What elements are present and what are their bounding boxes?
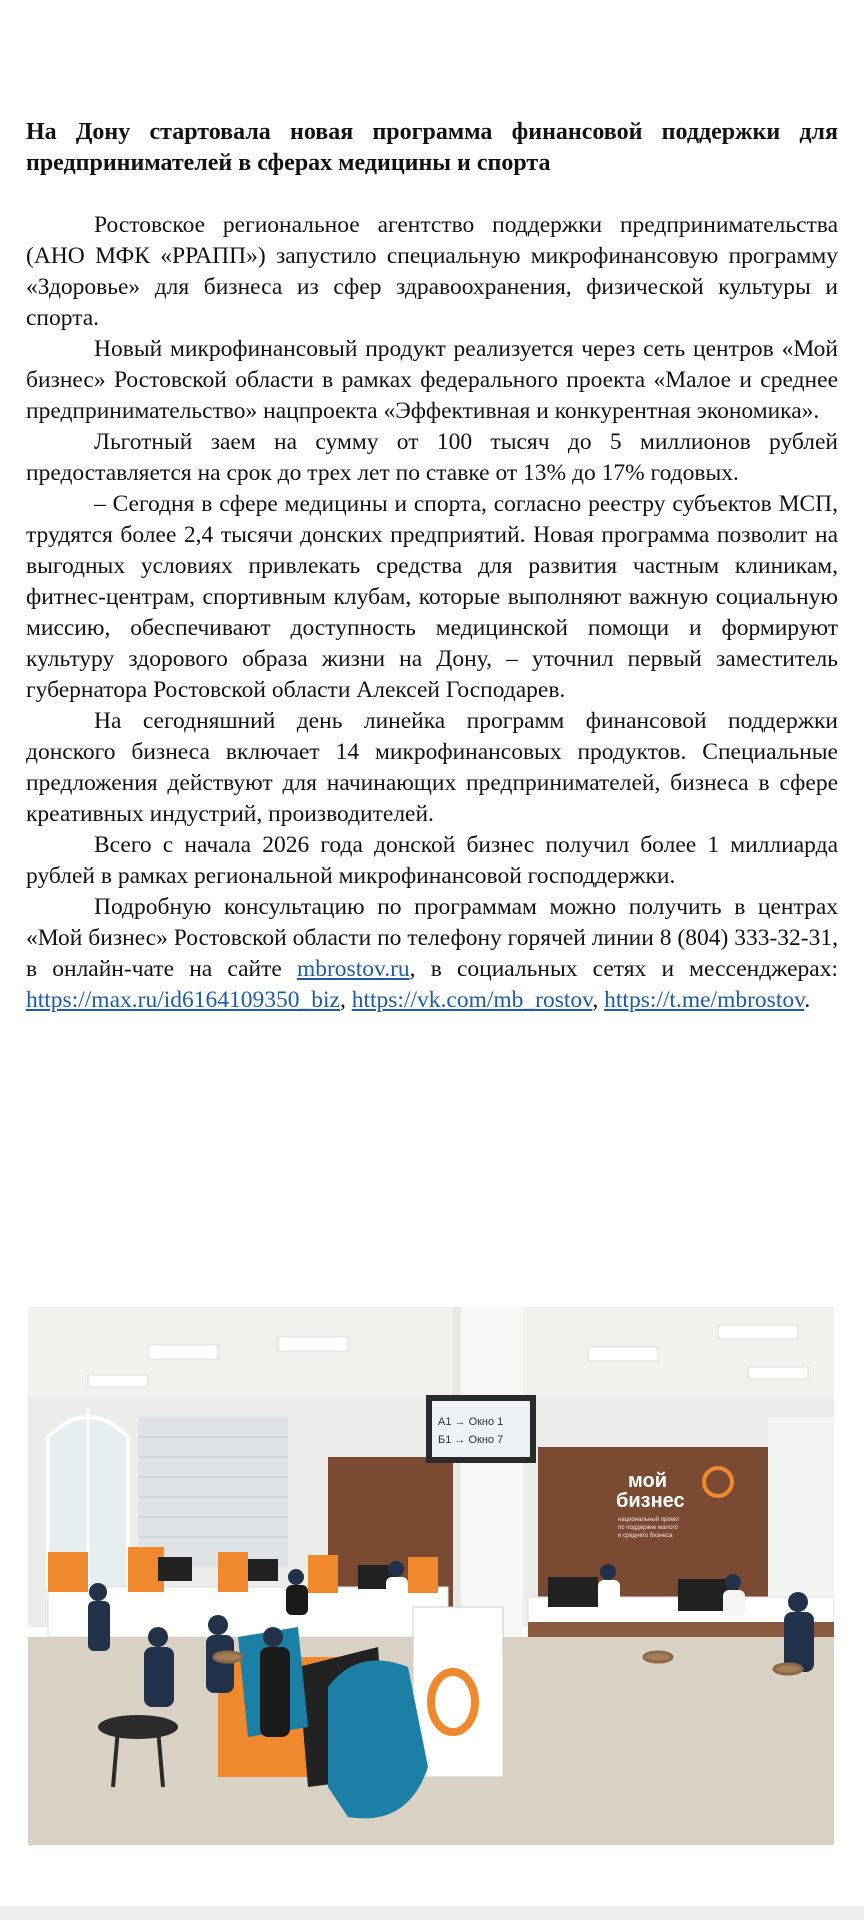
paragraph: Всего с начала 2026 года донской бизнес получил более 1 миллиарда рублей в рамках региональной микрофинансовой господдержки. bbox=[26, 832, 838, 889]
screen-text: Б1 → Окно 7 bbox=[438, 1434, 504, 1446]
screen-text: А1 → Окно 1 bbox=[438, 1416, 504, 1428]
site-link[interactable]: mbrostov.ru bbox=[296, 956, 410, 982]
separator: , bbox=[339, 987, 352, 1013]
article-title: На Дону стартовала новая программа финансовой поддержки для предпринимателей в сферах медицины и спорта bbox=[26, 119, 838, 176]
paragraph: Ростовское региональное агентство поддержки предпринимательства (АНО МФК «РРАПП») запустило специальную микрофинансовую программу «Здоровье» для бизнеса из сфер здравоохранения, физической культуры и спорта. bbox=[26, 212, 838, 331]
brand-logo-text: мой bbox=[628, 1470, 668, 1492]
contact-text: , в социальных сетях и мессенджерах: bbox=[409, 956, 838, 982]
brand-subtitle: по поддержке малого bbox=[618, 1525, 678, 1531]
vk-link[interactable]: https://vk.com/mb_rostov bbox=[351, 987, 593, 1013]
max-link[interactable]: https://max.ru/id6164109350_biz bbox=[26, 987, 340, 1013]
paragraph: – Сегодня в сфере медицины и спорта, согласно реестру субъектов МСП, трудятся более 2,4 тысячи донских предприятий. Новая программа позволит на выгодных условиях привлекать средства для развития частным клиникам, фитнес-центрам, спортивным клубам, которые выполняют важную социальную миссию, обеспечивают доступность медицинской помощи и формируют культуру здорового образа жизни на Дону, – уточнил первый заместитель губернатора Ростовской области Алексей Господарев. bbox=[26, 491, 838, 703]
page-bottom-edge bbox=[0, 1906, 864, 1920]
brand-subtitle: и среднего бизнеса bbox=[618, 1533, 673, 1539]
paragraph: Льготный заем на сумму от 100 тысяч до 5 миллионов рублей предоставляется на срок до трех лет по ставке от 13% до 17% годовых. bbox=[26, 429, 838, 486]
telegram-link[interactable]: https://t.me/mbrostov bbox=[604, 987, 805, 1013]
article-body bbox=[26, 210, 838, 1016]
office-photo bbox=[28, 1307, 834, 1845]
brand-subtitle: национальный проект bbox=[618, 1517, 680, 1523]
office-photo-illustration bbox=[28, 1307, 834, 1845]
brand-logo-text: бизнес bbox=[616, 1490, 685, 1512]
contact-text: Подробную консультацию по программам можно получить в центрах «Мой бизнес» Ростовской области по телефону горячей линии 8 (804) 333-32-31, в онлайн-чате на сайте bbox=[26, 894, 838, 982]
paragraph: На сегодняшний день линейка программ финансовой поддержки донского бизнеса включает 14 микрофинансовых продуктов. Специальные предложения действуют для начинающих предпринимателей, бизнеса в сфере креативных индустрий, производителей. bbox=[26, 708, 838, 827]
separator: , bbox=[592, 987, 605, 1013]
contact-paragraph bbox=[26, 892, 838, 1016]
paragraph: Новый микрофинансовый продукт реализуется через сеть центров «Мой бизнес» Ростовской области в рамках федерального проекта «Малое и среднее предпринимательство» нацпроекта «Эффективная и конкурентная экономика». bbox=[26, 336, 838, 424]
period: . bbox=[804, 987, 811, 1013]
